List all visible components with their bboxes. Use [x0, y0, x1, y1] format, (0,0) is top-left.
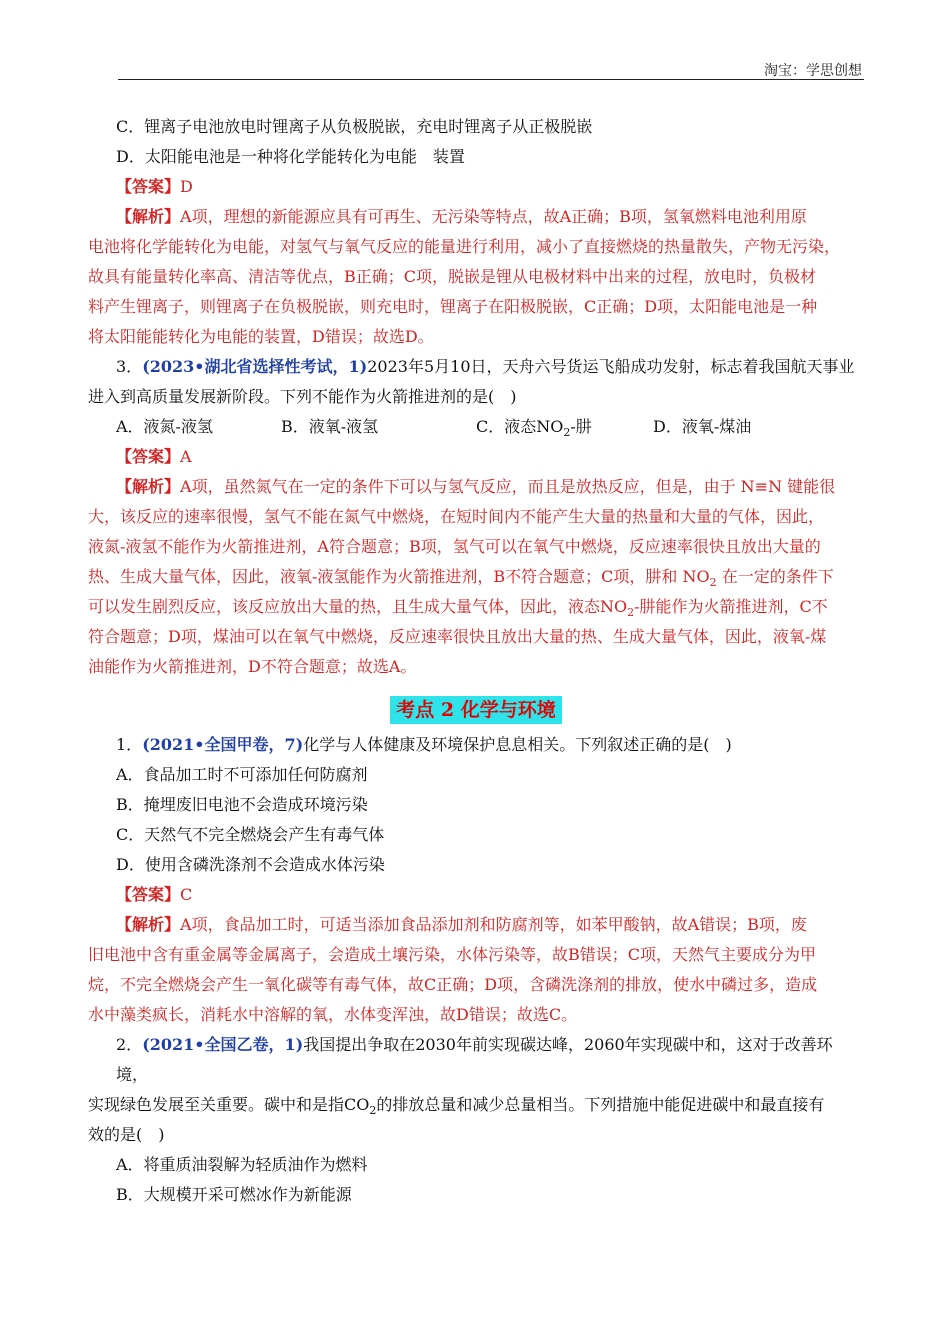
explanation-line: 【解析】A项，食品加工时，可适当添加食品添加剂和防腐剂等，如苯甲酸钠，故A错误；B项，废 [116, 915, 807, 934]
explanation [88, 472, 864, 682]
explanation [88, 202, 864, 352]
answer-tag: 【答案】 [116, 177, 181, 196]
option-b: B．液氧-液氢 [281, 417, 379, 436]
question-3-options [88, 412, 864, 442]
option-c: C．液态$NO_2-$肼 [476, 417, 592, 440]
option-a: A．食品加工时不可添加任何防腐剂 [116, 765, 368, 784]
explanation [88, 910, 864, 1030]
explanation-line: 将太阳能能转化为电能的装置，D错误；故选D。 [88, 327, 434, 346]
section-heading-wrap [88, 696, 864, 726]
question-source: (2021•全国乙卷，1) [142, 1035, 304, 1054]
question-2-stem-cont: 效的是( ) [88, 1125, 165, 1144]
answer-line [88, 172, 864, 202]
question-3-stem-cont: 进入到高质量发展新阶段。下列不能作为火箭推进剂的是( ) [88, 387, 517, 406]
option-a: A．将重质油裂解为轻质油作为燃料 [116, 1155, 368, 1174]
question-2-stem: 2．(2021•全国乙卷，1)我国提出争取在2030年前实现碳达峰，2060年实现碳中和，这对于改善环境， [116, 1035, 833, 1084]
explanation-line: 液氮-液氢不能作为火箭推进剂，A符合题意；B项，氢气可以在氧气中燃烧，反应速率很快且放出大量的 [88, 537, 821, 556]
explanation-line: 热、生成大量气体，因此，液氧-液氢能作为火箭推进剂，B不符合题意；C项，肼和 $NO_2$ 在一定的条件下 [88, 567, 834, 590]
answer-line: 【答案】C [116, 885, 193, 904]
document-body [88, 112, 864, 1210]
header-brand: 淘宝：学思创想 [764, 63, 862, 79]
explanation-line: 符合题意；D项，煤油可以在氧气中燃烧，反应速率很快且放出大量的热、生成大量气体，因此，液氧-煤 [88, 627, 827, 646]
question-source: (2023•湖北省选择性考试，1) [142, 357, 368, 376]
explanation-line: 可以发生剧烈反应，该反应放出大量的热，且生成大量气体，因此，液态$NO_2-$肼能作为火箭推进剂，C不 [88, 597, 828, 620]
option-b: B．大规模开采可燃冰作为新能源 [116, 1185, 352, 1204]
option-b: B．掩埋废旧电池不会造成环境污染 [116, 795, 368, 814]
explanation-line: 油能作为火箭推进剂，D不符合题意；故选A。 [88, 657, 417, 676]
option-a: A．液氮-液氢 [116, 417, 213, 436]
explanation-tag: 【解析】 [116, 207, 181, 226]
option-d: D．使用含磷洗涤剂不会造成水体污染 [116, 855, 385, 874]
answer-line: 【答案】A [116, 447, 192, 466]
answer-value: C [180, 885, 193, 904]
explanation-line: 【解析】A项，理想的新能源应具有可再生、无污染等特点，故A正确；B项，氢氧燃料电池利用原 [116, 207, 807, 226]
explanation-line: 大，该反应的速率很慢，氢气不能在氮气中燃烧，在短时间内不能产生大量的热量和大量的气体，因此， [88, 507, 825, 526]
header-rule [118, 79, 864, 80]
answer-value: D [180, 177, 193, 196]
section-heading: 考点 2 化学与环境 [390, 696, 561, 724]
option-c: C．锂离子电池放电时锂离子从负极脱嵌，充电时锂离子从正极脱嵌 [116, 117, 593, 136]
question-source: (2021•全国甲卷，7) [142, 735, 304, 754]
option-d: D．液氧-煤油 [653, 417, 752, 436]
explanation-line: 电池将化学能转化为电能，对氢气与氧气反应的能量进行利用，减小了直接燃烧的热量散失，产物无污染， [88, 237, 841, 256]
question-2-stem-cont: 实现绿色发展至关重要。碳中和是指$CO_2$的排放总量和减少总量相当。下列措施中能促进碳中和最直接有 [88, 1095, 825, 1118]
answer-value: A [180, 447, 192, 466]
explanation-line: 水中藻类疯长，消耗水中溶解的氧，水体变浑浊，故D错误；故选C。 [88, 1005, 578, 1024]
explanation-line: 故具有能量转化率高、清洁等优点，B正确；C项，脱嵌是锂从电极材料中出来的过程，放电时，负极材 [88, 267, 817, 286]
option-d: D．太阳能电池是一种将化学能转化为电能 装置 [116, 147, 465, 166]
explanation-line: 【解析】A项，虽然氮气在一定的条件下可以与氢气反应，而且是放热反应，但是，由于 N≡N 键能很 [116, 477, 836, 496]
question-1-stem: 1．(2021•全国甲卷，7)化学与人体健康及环境保护息息相关。下列叙述正确的是( ) [116, 735, 732, 754]
explanation-line: 料产生锂离子，则锂离子在负极脱嵌，则充电时，锂离子在阳极脱嵌，C正确；D项，太阳能电池是一种 [88, 297, 818, 316]
explanation-line: 旧电池中含有重金属等金属离子，会造成土壤污染，水体污染等，故B错误；C项，天然气主要成分为甲 [88, 945, 817, 964]
explanation-line: 烷，不完全燃烧会产生一氧化碳等有毒气体，故C正确；D项，含磷洗涤剂的排放，使水中磷过多，造成 [88, 975, 818, 994]
option-c: C．天然气不完全燃烧会产生有毒气体 [116, 825, 385, 844]
question-3-stem: 3．(2023•湖北省选择性考试，1)2023年5月10日，天舟六号货运飞船成功发射，标志着我国航天事业 [116, 357, 855, 376]
